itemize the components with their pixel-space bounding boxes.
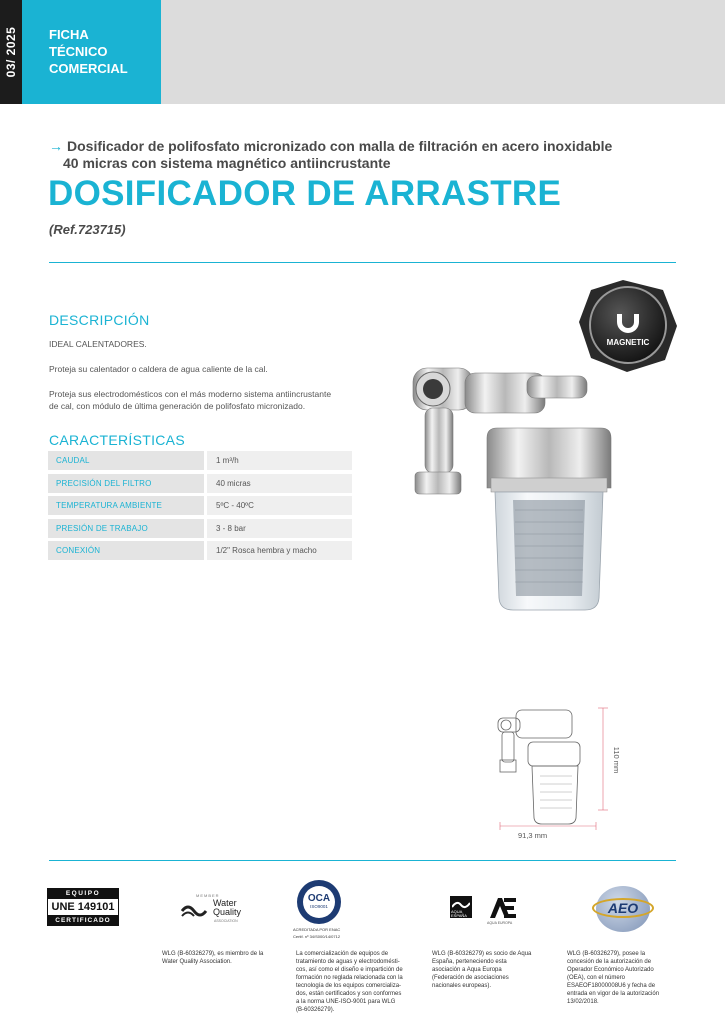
header-label <box>49 26 128 77</box>
table-row <box>48 541 352 560</box>
aqua-espana-label <box>451 910 467 918</box>
description-p3-line: Proteja sus electrodomésticos con el más moderno sistema antiincrustante <box>49 389 332 399</box>
description-p1: IDEAL CALENTADORES. <box>49 339 147 349</box>
footer-divider <box>49 860 676 861</box>
footer-text-line: WLG (B-60326279), es miembro de la <box>162 951 264 957</box>
header-line: COMERCIAL <box>49 61 128 76</box>
wq-footer-text <box>162 950 280 966</box>
oca-iso: ISO9001 <box>310 904 328 909</box>
footer-text-line: cos, así como el diseño e impartición de <box>296 967 403 973</box>
aeo-logo <box>588 884 658 936</box>
characteristics-table <box>48 451 352 564</box>
aqua-europa-label: AQUA EUROPA <box>487 921 513 925</box>
footer-text-line: Water Quality Association. <box>162 959 232 965</box>
oca-iso-logo <box>293 880 353 944</box>
row-label: CAUDAL <box>48 451 204 470</box>
footer-text-line: (OEA), con el número <box>567 975 626 981</box>
header-line: FICHA <box>49 27 89 42</box>
dimension-width: 91,3 mm <box>518 831 548 840</box>
wq-member-label: MEMBER <box>196 893 220 898</box>
footer-text-line: (B-60326279). <box>296 1007 335 1013</box>
arrow-right-icon: → <box>49 138 63 154</box>
oca-certificate: Certif. nº 34/S000/14/0712 <box>293 934 341 939</box>
description-p3-line: de cal, con módulo de última generación de polifosfato micronizado. <box>49 401 306 411</box>
table-row <box>48 519 352 538</box>
badge-label: MAGNETIC <box>606 338 650 347</box>
row-value: 1/2" Rosca hembra y macho <box>207 541 352 560</box>
product-title: DOSIFICADOR DE ARRASTRE <box>48 174 562 213</box>
product-subtitle <box>49 138 649 172</box>
magnetic-badge <box>579 280 677 372</box>
footer-text-line: tecnología de los equipos comercializa- <box>296 983 402 989</box>
row-label: CONEXIÓN <box>48 541 204 560</box>
product-image <box>395 278 685 618</box>
aqua-label-line: ESPAÑA <box>451 913 467 918</box>
subtitle-line-1: Dosificador de polifosfato micronizado con malla de filtración en acero inoxidable <box>67 138 613 154</box>
subtitle-line-2: 40 micras con sistema magnético antiincrustante <box>63 155 391 171</box>
footer-text-line: dos, están certificados y son conformes <box>296 991 402 997</box>
aeo-label: AEO <box>607 900 639 916</box>
description-heading: DESCRIPCIÓN <box>49 312 150 328</box>
table-row <box>48 474 352 493</box>
wq-name-line: Water <box>213 898 237 908</box>
wq-assoc-label: ASSOCIATION <box>214 919 238 923</box>
wq-name <box>213 899 241 917</box>
footer-text-line: entrada en vigor de la autorización <box>567 991 660 997</box>
water-wave-icon <box>180 901 208 919</box>
footer-text-line: La comercialización de equipos de <box>296 951 389 957</box>
row-value: 40 micras <box>207 474 352 493</box>
aqua-logos <box>450 896 522 926</box>
une-label-bot: CERTIFICADO <box>47 915 119 926</box>
oca-footer-text <box>296 950 408 1014</box>
description-p2: Proteja su calentador o caldera de agua caliente de la cal. <box>49 364 268 374</box>
characteristics-heading: CARACTERÍSTICAS <box>49 432 185 448</box>
footer-text-line: concesión de la autorización de <box>567 959 652 965</box>
aqua-europa-icon <box>488 896 518 920</box>
description-p3 <box>49 388 369 412</box>
header-line: TÉCNICO <box>49 44 108 59</box>
dimension-drawing <box>490 700 630 845</box>
une-label-mid: UNE 149101 <box>47 899 119 915</box>
footer-text-line: a la norma UNE-ISO-9001 para WLG <box>296 999 396 1005</box>
footer-text-line: WLG (B-60326279) es socio de Aqua <box>432 951 532 957</box>
header-date-strip <box>0 0 22 104</box>
row-label: TEMPERATURA AMBIENTE <box>48 496 204 515</box>
footer-text-line: Operador Económico Autorizado <box>567 967 654 973</box>
footer-text-line: tratamiento de aguas y electrodomésti- <box>296 959 400 965</box>
une-label-top: EQUIPO <box>47 888 119 899</box>
row-label: PRECISIÓN DEL FILTRO <box>48 474 204 493</box>
divider <box>49 262 676 263</box>
oca-accreditation: ACREDITADA POR ENAC <box>293 927 341 932</box>
footer-text-line: formación no reglada relacionada con la <box>296 975 403 981</box>
footer-text-line: (Federación de asociaciones <box>432 975 509 981</box>
dimension-height: 110 mm <box>612 746 621 774</box>
aeo-footer-text <box>567 950 677 1006</box>
product-reference: (Ref.723715) <box>49 222 126 237</box>
footer-text-line: España, perteneciendo esta <box>432 959 507 965</box>
une-certified-logo <box>47 888 119 930</box>
aqua-footer-text <box>432 950 542 990</box>
table-row <box>48 451 352 470</box>
wq-name-line: Quality <box>213 907 242 917</box>
water-quality-logo <box>178 893 258 927</box>
footer-text-line: 13/02/2018. <box>567 999 599 1005</box>
row-value: 5ºC - 40ºC <box>207 496 352 515</box>
footer-text-line: ESAEOF18000008U6 y fecha de <box>567 983 656 989</box>
aqua-label-line: AQUA <box>451 909 463 914</box>
row-label: PRESIÓN DE TRABAJO <box>48 519 204 538</box>
oca-name: OCA <box>307 893 331 904</box>
footer-text-line: WLG (B-60326279), posee la <box>567 951 646 957</box>
footer-text-line: asociación a Aqua Europa <box>432 967 502 973</box>
table-row <box>48 496 352 515</box>
footer-text-line: nacionales europeas). <box>432 983 492 989</box>
row-value: 3 - 8 bar <box>207 519 352 538</box>
row-value: 1 m³/h <box>207 451 352 470</box>
header-date: 03/ 2025 <box>4 26 18 78</box>
